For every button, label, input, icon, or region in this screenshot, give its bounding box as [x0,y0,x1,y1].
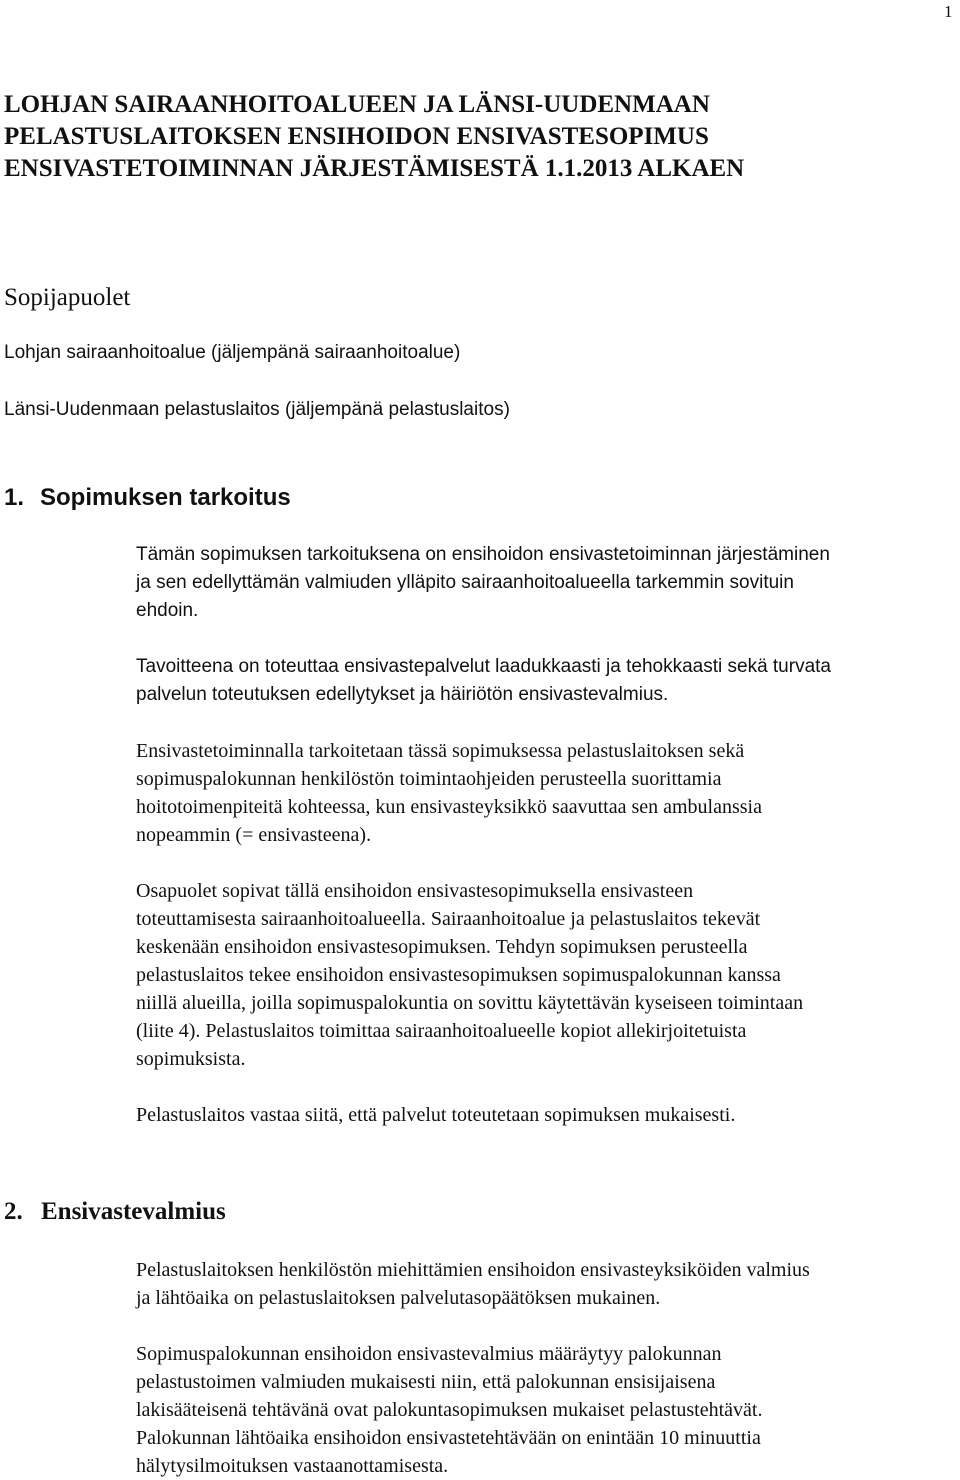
section-1-paragraph: Pelastuslaitos vastaa siitä, että palvelut toteutetaan sopimuksen mukaisesti. [136,1104,736,1126]
section-2-paragraph: Pelastuslaitoksen henkilöstön miehittämien ensihoidon ensivasteyksiköiden valmius ja lähtöaika on pelastuslaitoksen palvelutasopäätöksen mukainen. [136,1259,810,1309]
section-1-number: 1. [4,484,25,511]
section-2-heading [4,1196,226,1228]
party-rescue-department: Länsi-Uudenmaan pelastuslaitos (jäljempänä pelastuslaitos) [4,399,510,420]
section-2-number: 2. [4,1198,23,1225]
section-1-heading [4,482,291,514]
section-1-paragraph: Tämän sopimuksen tarkoituksena on ensihoidon ensivastetoiminnan järjestäminen ja sen edellyttämän valmiuden ylläpito sairaanhoitoalueella tarkemmin sovituin ehdoin. [136,544,830,621]
section-1-paragraph: Tavoitteena on toteuttaa ensivastepalvelut laadukkaasti ja tehokkaasti sekä turvata palvelun toteutuksen edellytykset ja häiriötön ensivastevalmius. [136,656,831,705]
section-2-title: Ensivastevalmius [41,1198,226,1225]
section-1-paragraph: Osapuolet sopivat tällä ensihoidon ensivastesopimuksella ensivasteen toteuttamisesta sairaanhoitoalueella. Sairaanhoitoalue ja pelastuslaitos tekevät keskenään ensihoidon ensivastesopimuksen. Tehdyn sopimuksen perusteella pelastuslaitos tekee ensihoidon ensivastesopimuksen sopimuspalokunnan kanssa niillä alueilla, joilla sopimuspalokuntia on sovittu käytettävän kyseiseen toimintaan (liite 4). Pelastuslaitos toimittaa sairaanhoitoalueelle kopiot allekirjoitetuista sopimuksista. [136,880,804,1070]
parties-heading: Sopijapuolet [4,284,131,311]
section-2-paragraph: Sopimuspalokunnan ensihoidon ensivastevalmius määräytyy palokunnan pelastustoimen valmiuden mukaisesti niin, että palokunnan ensisijaisena lakisääteisenä tehtävänä ovat palokuntasopimuksen mukaiset pelastustehtävät. Palokunnan lähtöaika ensihoidon ensivastetehtävään on enintään 10 minuuttia hälytysilmoituksen vastaanottamisesta. [136,1343,763,1477]
section-1-title: Sopimuksen tarkoitus [40,484,291,511]
page-number: 1 [944,2,953,21]
party-hospital-district: Lohjan sairaanhoitoalue (jäljempänä sairaanhoitoalue) [4,342,461,363]
document-title: LOHJAN SAIRAANHOITOALUEEN JA LÄNSI-UUDENMAAN PELASTUSLAITOKSEN ENSIHOIDON ENSIVASTESOPIMUS ENSIVASTETOIMINNAN JÄRJESTÄMISESTÄ 1.1.2013 ALKAEN [4,91,745,182]
section-1-paragraph: Ensivastetoiminnalla tarkoitetaan tässä sopimuksessa pelastuslaitoksen sekä sopimuspalokunnan henkilöstön toimintaohjeiden perusteella suorittamia hoitotoimenpiteitä kohteessa, kun ensivasteyksikkö saavuttaa sen ambulanssia nopeammin (= ensivasteena). [136,740,762,846]
